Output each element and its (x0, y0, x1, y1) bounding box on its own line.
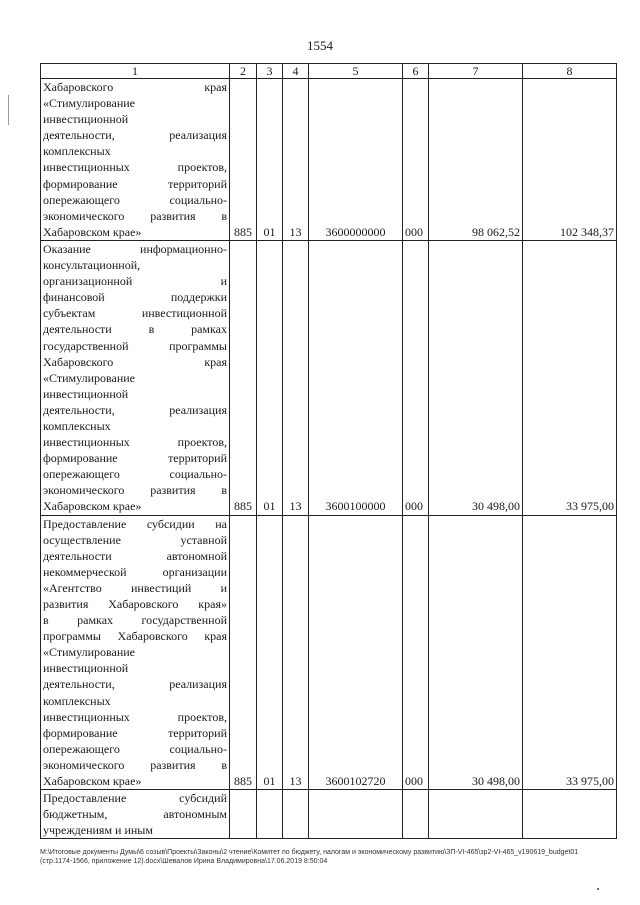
cell-ministry: 885 (230, 79, 257, 241)
cell-expense-type: 000 (403, 79, 429, 241)
description-line: учреждениям и иным (43, 823, 153, 838)
description-line: деятельности в рамках (43, 322, 227, 337)
cell-amount-2021: 33 975,00 (523, 515, 617, 790)
description-line: Хабаровском крае» (43, 774, 142, 789)
cell-target-article: 3600102720 (309, 515, 403, 790)
description-line: инвестиционных проектов, (43, 435, 227, 450)
cell-amount-2020: 98 062,52 (429, 79, 523, 241)
cell-section: 01 (257, 240, 283, 515)
cell-target-article: 3600000000 (309, 79, 403, 241)
cell-ministry: 885 (230, 240, 257, 515)
description-line: опережающего социально- (43, 192, 227, 207)
cell-amount-2020 (429, 790, 523, 839)
table-row (41, 79, 617, 241)
cell-ministry: 885 (230, 515, 257, 790)
cell-section (257, 790, 283, 839)
description-line: инвестиционных проектов, (43, 709, 227, 724)
description-line: опережающего социально- (43, 467, 227, 482)
description-line: государственной программы (43, 338, 227, 353)
description-line: опережающего социально- (43, 741, 227, 756)
description-line: инвестиционных проектов, (43, 160, 227, 175)
description-line: экономического развития в (43, 757, 227, 772)
page-number: 1554 (307, 38, 333, 53)
cell-expense-type: 000 (403, 515, 429, 790)
cell-subsection: 13 (283, 240, 309, 515)
cell-expense-type: 000 (403, 240, 429, 515)
description-line: комплексных (43, 693, 111, 708)
description-line: финансовой поддержки (43, 290, 227, 305)
cell-target-article (309, 790, 403, 839)
row-description (41, 79, 230, 241)
description-line: «Стимулирование (43, 96, 135, 111)
description-line: программы Хабаровского края (43, 629, 227, 644)
description-line: формирование территорий (43, 725, 227, 740)
cell-target-article: 3600100000 (309, 240, 403, 515)
description-line: инвестиционной (43, 661, 129, 676)
description-line: комплексных (43, 418, 111, 433)
description-line: субъектам инвестиционной (43, 306, 227, 321)
description-line: формирование территорий (43, 451, 227, 466)
row-description (41, 790, 230, 839)
cell-section: 01 (257, 515, 283, 790)
col-header-3: 3 (257, 64, 283, 79)
cell-subsection (283, 790, 309, 839)
cell-amount-2021 (523, 790, 617, 839)
description-line: «Стимулирование (43, 370, 135, 385)
description-line: некоммерческой организации (43, 564, 227, 579)
description-line: бюджетным, автономным (43, 807, 227, 822)
description-line: Хабаровского края (43, 354, 227, 369)
description-line: Оказание информационно- (43, 241, 227, 256)
cell-ministry (230, 790, 257, 839)
cell-subsection: 13 (283, 79, 309, 241)
description-line: инвестиционной (43, 386, 129, 401)
description-line: Предоставление субсидии на (43, 516, 227, 531)
description-line: деятельности, реализация (43, 402, 227, 417)
table-row (41, 240, 617, 515)
description-line: «Агентство инвестиций и (43, 580, 227, 595)
description-line: деятельности автономной (43, 548, 227, 563)
budget-table (40, 63, 617, 839)
table-row (41, 515, 617, 790)
description-line: деятельности, реализация (43, 677, 227, 692)
table-row (41, 790, 617, 839)
page-mark (597, 888, 599, 890)
col-header-1: 1 (41, 64, 230, 79)
header-row (41, 64, 617, 79)
row-description (41, 240, 230, 515)
col-header-4: 4 (283, 64, 309, 79)
description-line: консультационной, (43, 258, 141, 273)
cell-expense-type (403, 790, 429, 839)
cell-amount-2021: 102 348,37 (523, 79, 617, 241)
description-line: экономического развития в (43, 483, 227, 498)
margin-mark (8, 95, 9, 125)
col-header-5: 5 (309, 64, 403, 79)
description-line: формирование территорий (43, 176, 227, 191)
cell-section: 01 (257, 79, 283, 241)
col-header-8: 8 (523, 64, 617, 79)
description-line: деятельности, реализация (43, 128, 227, 143)
footer-file-line: (стр.1174-1566, приложение 12).docx\Шевалов Ирина Владимировна\17.06.2019 8:50:04 (40, 858, 328, 865)
cell-amount-2020: 30 498,00 (429, 515, 523, 790)
description-line: в рамках государственной (43, 613, 227, 628)
cell-subsection: 13 (283, 515, 309, 790)
description-line: Хабаровском крае» (43, 499, 142, 514)
description-line: комплексных (43, 144, 111, 159)
description-line: осуществление уставной (43, 532, 227, 547)
cell-amount-2021: 33 975,00 (523, 240, 617, 515)
description-line: «Стимулирование (43, 645, 135, 660)
description-line: организационной и (43, 274, 227, 289)
col-header-6: 6 (403, 64, 429, 79)
description-line: инвестиционной (43, 112, 129, 127)
footer-path-line: М:\Итоговые документы Думы\6 созыв\Проекты\Законы\2 чтение\Комитет по бюджету, налогам и экономическому развитию\ЗП-VI-465\зр2-VI-465_v190619_budget01 (40, 849, 579, 856)
description-line: развития Хабаровского края» (43, 597, 227, 611)
row-description (41, 515, 230, 790)
file-path-footer (40, 848, 620, 866)
cell-amount-2020: 30 498,00 (429, 240, 523, 515)
description-line: экономического развития в (43, 208, 227, 223)
description-line: Хабаровском крае» (43, 224, 142, 239)
description-line: Хабаровского края (43, 80, 227, 94)
col-header-7: 7 (429, 64, 523, 79)
col-header-2: 2 (230, 64, 257, 79)
description-line: Предоставление субсидий (43, 791, 227, 806)
